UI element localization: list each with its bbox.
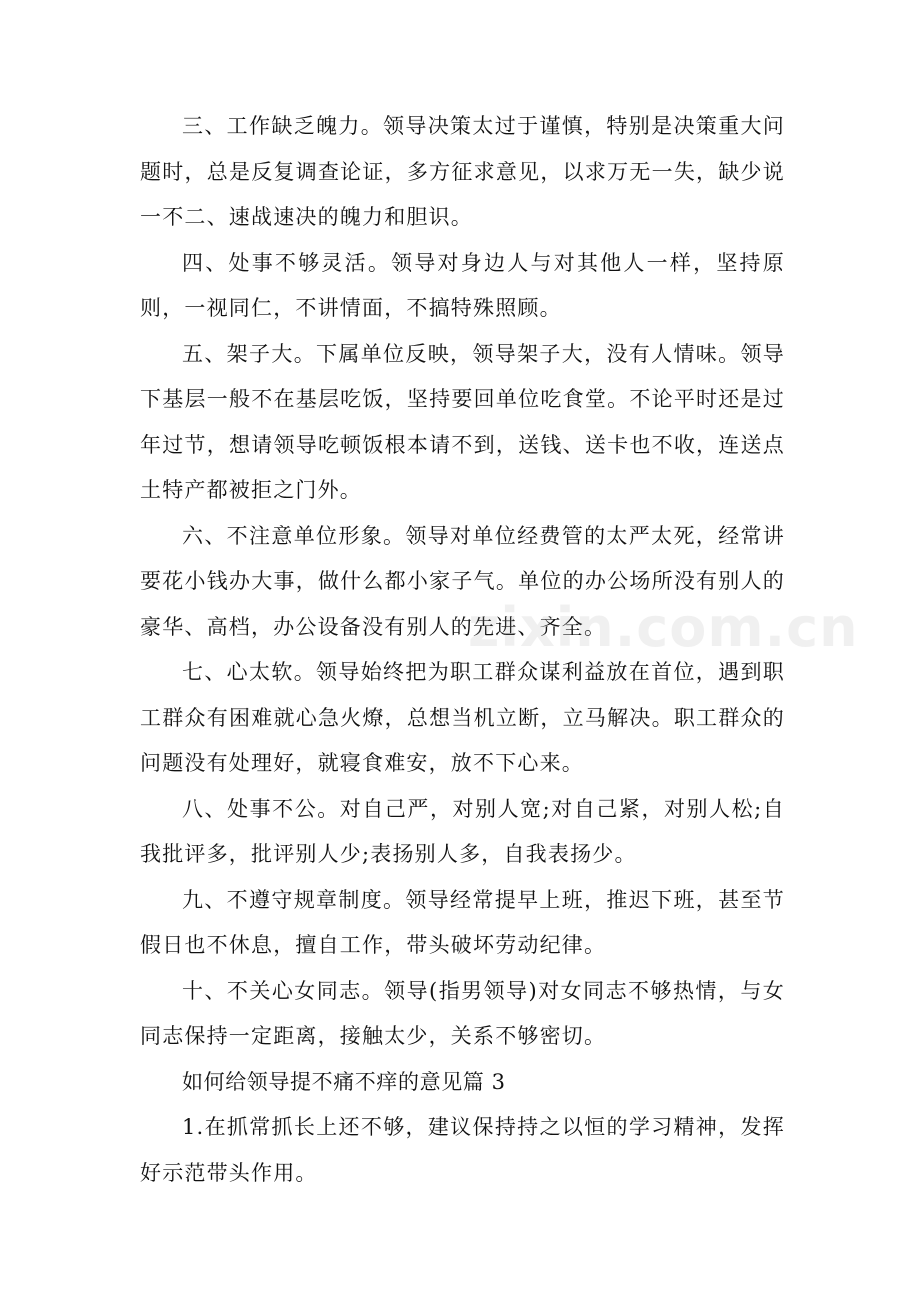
watermark: zixin.com.cn xyxy=(468,596,859,659)
paragraph-6: 六、不注意单位形象。领导对单位经费管的太严太死，经常讲要花小钱办大事，做什么都小家子气。单位的办公场所没有别人的豪华、高档，办公设备没有别人的先进、齐全。 xyxy=(140,523,785,639)
paragraph-5: 五、架子大。下属单位反映，领导架子大，没有人情味。领导下基层一般不在基层吃饭，坚持要回单位吃食堂。不论平时还是过年过节，想请领导吃顿饭根本请不到，送钱、送卡也不收，连送点土特产都被拒之门外。 xyxy=(140,341,785,502)
paragraph-4: 四、处事不够灵活。领导对身边人与对其他人一样，坚持原则，一视同仁，不讲情面，不搞特殊照顾。 xyxy=(140,250,785,320)
paragraph-7: 七、心太软。领导始终把为职工群众谋利益放在首位，遇到职工群众有困难就心急火燎，总想当机立断，立马解决。职工群众的问题没有处理好，就寝食难安，放不下心来。 xyxy=(140,660,785,775)
section-heading: 如何给领导提不痛不痒的意见篇 3 xyxy=(182,1069,506,1094)
paragraph-3: 三、工作缺乏魄力。领导决策太过于谨慎，特别是决策重大问题时，总是反复调查论证，多方征求意见，以求万无一失，缺少说一不二、速战速决的魄力和胆识。 xyxy=(140,114,785,229)
paragraph-10: 十、不关心女同志。领导(指男领导)对女同志不够热情，与女同志保持一定距离，接触太少，关系不够密切。 xyxy=(140,978,785,1048)
paragraph-9: 九、不遵守规章制度。领导经常提早上班，推迟下班，甚至节假日也不休息，擅自工作，带头破坏劳动纪律。 xyxy=(140,887,785,957)
paragraph-8: 八、处事不公。对自己严，对别人宽;对自己紧，对别人松;自我批评多，批评别人少;表扬别人多，自我表扬少。 xyxy=(140,796,785,866)
list-item-1: 1.在抓常抓长上还不够，建议保持持之以恒的学习精神，发挥好示范带头作用。 xyxy=(140,1115,785,1185)
document-body xyxy=(140,104,785,1196)
